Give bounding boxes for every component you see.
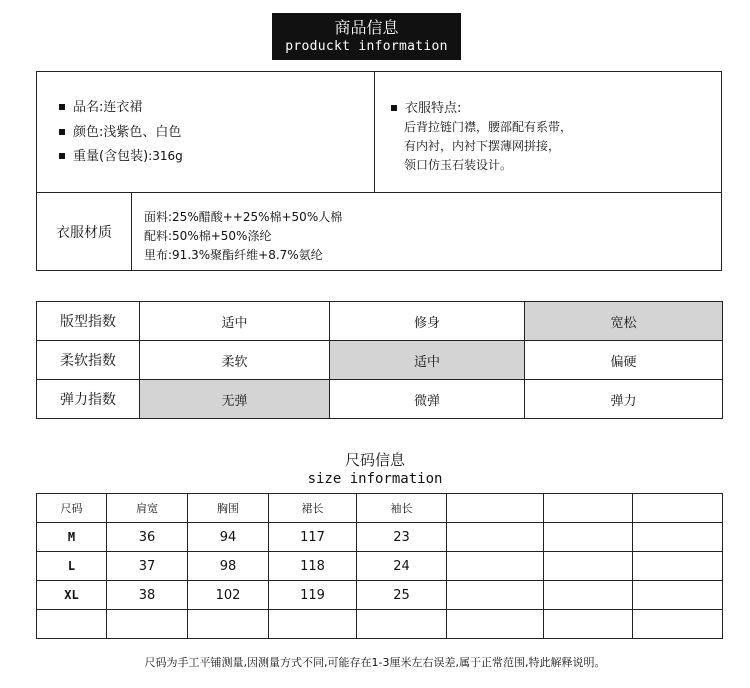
size-empty-cell: [447, 494, 544, 523]
index-option: 适中: [330, 341, 525, 380]
size-cell: 98: [188, 552, 269, 581]
color-line: [59, 121, 181, 140]
title-cn: 商品信息: [334, 18, 399, 37]
measurement-note: 尺码为手工平铺测量,因测量方式不同,可能存在1-3厘米左右误差,属于正常范围,特此解释说明。: [144, 656, 606, 669]
size-empty-cell: [357, 610, 447, 639]
index-label: 柔软指数: [37, 341, 140, 380]
bullet-icon: [59, 104, 65, 110]
size-empty-cell: [37, 610, 107, 639]
size-header-cell: 袖长: [357, 494, 447, 523]
size-cell: M: [37, 523, 107, 552]
index-option: 偏硬: [525, 341, 723, 380]
color-text: 颜色:浅紫色、白色: [73, 125, 182, 140]
features-title: 衣服特点:: [405, 101, 462, 116]
size-cell: 119: [269, 581, 357, 610]
product-info-title: [272, 13, 461, 60]
size-empty-cell: [447, 610, 544, 639]
size-row: [37, 523, 723, 552]
weight-label: 重量(含包装): [73, 149, 149, 164]
weight-value: :316g: [148, 149, 183, 163]
weight-line: [59, 145, 183, 164]
size-header-cell: 尺码: [37, 494, 107, 523]
size-cell: 36: [107, 523, 188, 552]
size-empty-cell: [447, 581, 544, 610]
index-row-fit: [37, 302, 723, 341]
size-header-cell: 肩宽: [107, 494, 188, 523]
index-label: 弹力指数: [37, 380, 140, 419]
size-empty-cell: [544, 523, 633, 552]
index-option: 修身: [330, 302, 525, 341]
feature-line: 有内衬，内衬下摆薄网拼接，: [404, 139, 561, 153]
size-empty-cell: [188, 610, 269, 639]
material-label: 衣服材质: [37, 193, 132, 271]
size-empty-cell: [544, 494, 633, 523]
title-en: produckt information: [285, 39, 448, 54]
size-header-cell: 裙长: [269, 494, 357, 523]
basic-info-cell: [37, 72, 375, 192]
index-option: 宽松: [525, 302, 723, 341]
size-cell: 94: [188, 523, 269, 552]
size-cell: 117: [269, 523, 357, 552]
size-empty-cell: [633, 552, 723, 581]
material-line: 里布:91.3%聚酯纤维+8.7%氨纶: [144, 248, 323, 262]
feature-line: 领口仿玉石装设计。: [404, 158, 513, 172]
size-info-title: [0, 451, 750, 488]
index-label: 版型指数: [37, 302, 140, 341]
material-line: 面料:25%醋酸++25%棉+50%人棉: [144, 210, 343, 224]
index-option: 适中: [140, 302, 330, 341]
size-table: [36, 493, 723, 639]
size-row: [37, 581, 723, 610]
material-line: 配料:50%棉+50%涤纶: [144, 229, 272, 243]
size-cell: 25: [357, 581, 447, 610]
size-empty-cell: [107, 610, 188, 639]
name-text: 品名:连衣裙: [73, 100, 143, 115]
size-empty-cell: [633, 494, 723, 523]
size-empty-cell: [633, 581, 723, 610]
features-title-line: [391, 97, 461, 116]
size-cell: 24: [357, 552, 447, 581]
size-cell: 38: [107, 581, 188, 610]
size-title-en: size information: [307, 471, 443, 487]
info-top-row: [37, 72, 721, 193]
index-option: 柔软: [140, 341, 330, 380]
size-empty-cell: [544, 581, 633, 610]
index-option: 微弹: [330, 380, 525, 419]
size-empty-cell: [544, 610, 633, 639]
size-cell: L: [37, 552, 107, 581]
index-row-softness: [37, 341, 723, 380]
size-empty-cell: [269, 610, 357, 639]
bullet-icon: [391, 105, 397, 111]
size-cell: 37: [107, 552, 188, 581]
size-title-cn: 尺码信息: [344, 451, 405, 469]
size-cell: XL: [37, 581, 107, 610]
size-empty-cell: [447, 552, 544, 581]
size-header-row: [37, 494, 723, 523]
size-empty-cell: [633, 523, 723, 552]
index-option: 无弹: [140, 380, 330, 419]
size-header-cell: 胸围: [188, 494, 269, 523]
size-cell: 118: [269, 552, 357, 581]
size-empty-cell: [544, 552, 633, 581]
material-row: [37, 193, 721, 271]
size-row: [37, 552, 723, 581]
features-cell: [375, 72, 721, 192]
size-empty-cell: [447, 523, 544, 552]
size-cell: 102: [188, 581, 269, 610]
bullet-icon: [59, 129, 65, 135]
name-line: [59, 96, 142, 115]
bullet-icon: [59, 153, 65, 159]
feature-line: 后背拉链门襟，腰部配有系带，: [404, 120, 573, 134]
info-table: [36, 71, 722, 271]
size-row-empty: [37, 610, 723, 639]
size-empty-cell: [633, 610, 723, 639]
size-cell: 23: [357, 523, 447, 552]
index-option: 弹力: [525, 380, 723, 419]
index-table: [36, 301, 723, 419]
index-row-elasticity: [37, 380, 723, 419]
